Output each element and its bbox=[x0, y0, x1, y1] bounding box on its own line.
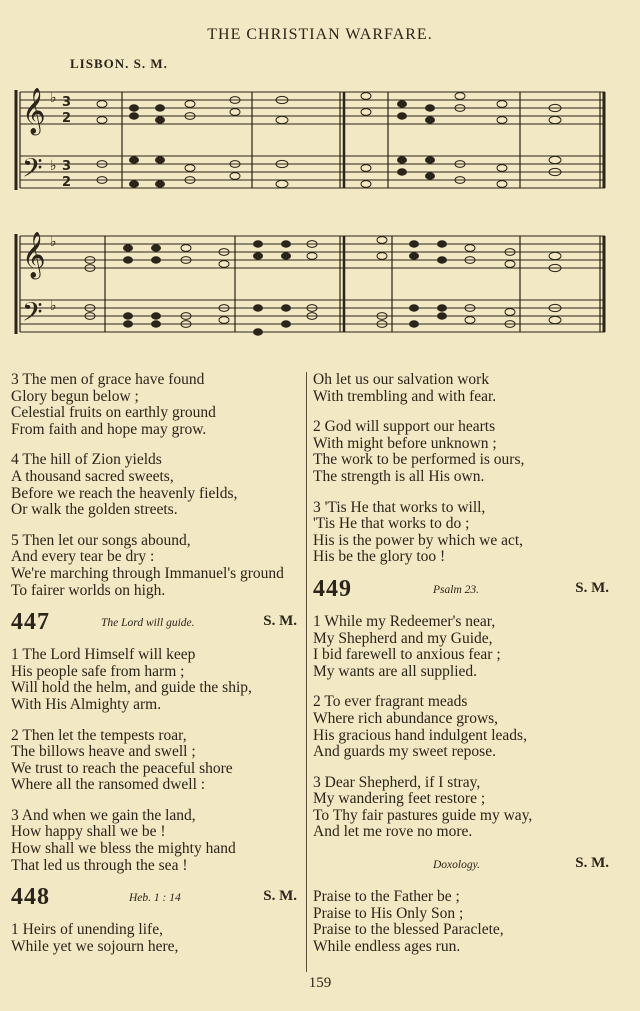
verse-line: 3 The men of grace have found bbox=[11, 371, 205, 388]
page-number: 159 bbox=[308, 975, 332, 991]
verse-line: 2 To ever fragrant meads bbox=[313, 693, 468, 711]
verse-line: While endless ages run. bbox=[313, 937, 461, 955]
verse-line: We trust to reach the peaceful shore bbox=[11, 759, 233, 777]
verse-line: His gracious hand indulgent leads, bbox=[313, 726, 527, 744]
verse-line: While yet we sojourn here, bbox=[11, 937, 179, 955]
stanza bbox=[11, 372, 301, 438]
verse-line: The billows heave and swell ; bbox=[11, 743, 196, 761]
verse-line: My wandering feet restore ; bbox=[313, 790, 486, 808]
verse-line: 3 And when we gain the land, bbox=[11, 806, 196, 824]
stanza bbox=[11, 452, 301, 518]
music-score bbox=[10, 80, 610, 352]
hymn-meter: S. M. bbox=[263, 888, 297, 905]
verse-line: From faith and hope may grow. bbox=[11, 420, 207, 438]
clefs bbox=[22, 88, 71, 334]
verse-line: 3 Dear Shepherd, if I stray, bbox=[313, 773, 481, 791]
stanza bbox=[313, 889, 613, 955]
music-staves bbox=[16, 90, 605, 334]
verse-line: Before we reach the heavenly fields, bbox=[11, 484, 238, 502]
verse-line: 1 The Lord Himself will keep bbox=[11, 646, 196, 664]
stanza bbox=[11, 728, 301, 794]
verse-line: To fairer worlds on high. bbox=[11, 581, 166, 599]
stanza bbox=[313, 372, 613, 405]
staff-treble-1 bbox=[20, 92, 605, 124]
verse-line: My Shepherd and my Guide, bbox=[313, 629, 493, 647]
time-sig-bass-den: 2 bbox=[62, 175, 72, 190]
verse-line: Praise to the blessed Paraclete, bbox=[313, 921, 504, 939]
hymn-449-header bbox=[313, 575, 613, 608]
flat-1: ♭ bbox=[50, 90, 57, 106]
hymn-meter: S. M. bbox=[575, 855, 609, 872]
verse-line: How shall we bless the mighty hand bbox=[11, 840, 236, 858]
verse-line: To Thy fair pastures guide my way, bbox=[313, 806, 533, 824]
verse-line: That led us through the sea ! bbox=[11, 856, 188, 874]
verse-line: His is the power by which we act, bbox=[313, 531, 524, 549]
barlines-2 bbox=[20, 236, 604, 332]
time-sig-treble-den: 2 bbox=[62, 111, 72, 126]
verse-line: The strength is all His own. bbox=[313, 467, 485, 485]
verse-line: His people safe from harm ; bbox=[11, 662, 185, 680]
doxology-title: Doxology. bbox=[433, 859, 480, 872]
hymn-447-header bbox=[11, 609, 301, 641]
verse-line: We're marching through Immanuel's ground bbox=[11, 564, 284, 582]
time-sig-treble: 3 bbox=[62, 95, 72, 110]
stanza bbox=[11, 533, 301, 599]
verse-line: 2 God will support our hearts bbox=[313, 418, 496, 436]
left-column bbox=[11, 372, 301, 969]
stanza bbox=[11, 808, 301, 874]
running-title: THE CHRISTIAN WARFARE. bbox=[207, 26, 433, 43]
verse-line: My wants are all supplied. bbox=[313, 662, 478, 680]
stanza bbox=[313, 500, 613, 566]
verse-line: With His Almighty arm. bbox=[11, 695, 162, 713]
verse-line: 'Tis He that works to do ; bbox=[313, 515, 470, 533]
doxology-header bbox=[313, 855, 613, 883]
verse-line: 2 Then let the tempests roar, bbox=[11, 726, 187, 744]
verse-line: With trembling and with fear. bbox=[313, 387, 497, 405]
verse-line: How happy shall we be ! bbox=[11, 823, 166, 841]
stanza bbox=[313, 694, 613, 760]
verse-line: 1 While my Redeemer's near, bbox=[313, 612, 496, 630]
verse-line: 1 Heirs of unending life, bbox=[11, 921, 163, 939]
verse-line: And let me rove no more. bbox=[313, 823, 473, 841]
verse-line: The work to be performed is ours, bbox=[313, 451, 525, 469]
stanza bbox=[313, 419, 613, 485]
verse-line: Praise to His Only Son ; bbox=[313, 904, 464, 922]
flat-4: ♭ bbox=[50, 298, 57, 314]
verse-line: And guards my sweet repose. bbox=[313, 743, 496, 761]
stanza bbox=[11, 922, 301, 955]
verse-line: I bid farewell to anxious fear ; bbox=[313, 646, 501, 664]
hymn-reference: The Lord will guide. bbox=[101, 617, 195, 630]
stanza bbox=[313, 775, 613, 841]
hymn-meter: S. M. bbox=[263, 613, 297, 630]
verse-line: Will hold the helm, and guide the ship, bbox=[11, 679, 252, 697]
verse-line: Where all the ransomed dwell : bbox=[11, 776, 206, 794]
hymn-number: 448 bbox=[11, 884, 50, 911]
verse-line: Or walk the golden streets. bbox=[11, 501, 178, 519]
bass-clef-1: 𝄢 bbox=[22, 152, 43, 190]
verse-line: Where rich abundance grows, bbox=[313, 709, 499, 727]
treble-clef-1: 𝄞 bbox=[22, 88, 46, 134]
verse-line: With might before unknown ; bbox=[313, 434, 497, 452]
verse-line: A thousand sacred sweets, bbox=[11, 467, 174, 485]
hymn-number: 447 bbox=[11, 609, 50, 636]
time-sig-bass: 3 bbox=[62, 159, 72, 174]
hymn-448-header bbox=[11, 884, 301, 916]
verse-line: 4 The hill of Zion yields bbox=[11, 451, 162, 469]
verse-line: His be the glory too ! bbox=[313, 548, 446, 566]
bass-clef-2: 𝄢 bbox=[22, 296, 43, 334]
verse-line: Praise to the Father be ; bbox=[313, 888, 460, 906]
verse-line: And every tear be dry : bbox=[11, 548, 155, 566]
flat-2: ♭ bbox=[50, 158, 57, 174]
verse-line: 3 'Tis He that works to will, bbox=[313, 498, 486, 516]
stanza bbox=[313, 614, 613, 680]
flat-3: ♭ bbox=[50, 234, 57, 250]
verse-line: Oh let us our salvation work bbox=[313, 371, 490, 388]
stanza bbox=[11, 647, 301, 713]
hymn-meter: S. M. bbox=[575, 579, 609, 596]
hymn-reference: Heb. 1 : 14 bbox=[129, 892, 181, 905]
verse-line: 5 Then let our songs abound, bbox=[11, 531, 191, 549]
column-divider bbox=[306, 372, 307, 972]
hymn-number: 449 bbox=[313, 575, 352, 602]
verse-line: Celestial fruits on earthly ground bbox=[11, 404, 216, 422]
staff-bass-1 bbox=[20, 156, 605, 188]
tune-title: LISBON. S. M. bbox=[70, 56, 168, 71]
hymn-reference: Psalm 23. bbox=[433, 583, 479, 596]
right-column bbox=[313, 372, 613, 969]
barlines-1 bbox=[20, 92, 604, 188]
verse-line: Glory begun below ; bbox=[11, 387, 139, 405]
noteheads bbox=[85, 93, 561, 336]
treble-clef-2: 𝄞 bbox=[22, 232, 46, 278]
